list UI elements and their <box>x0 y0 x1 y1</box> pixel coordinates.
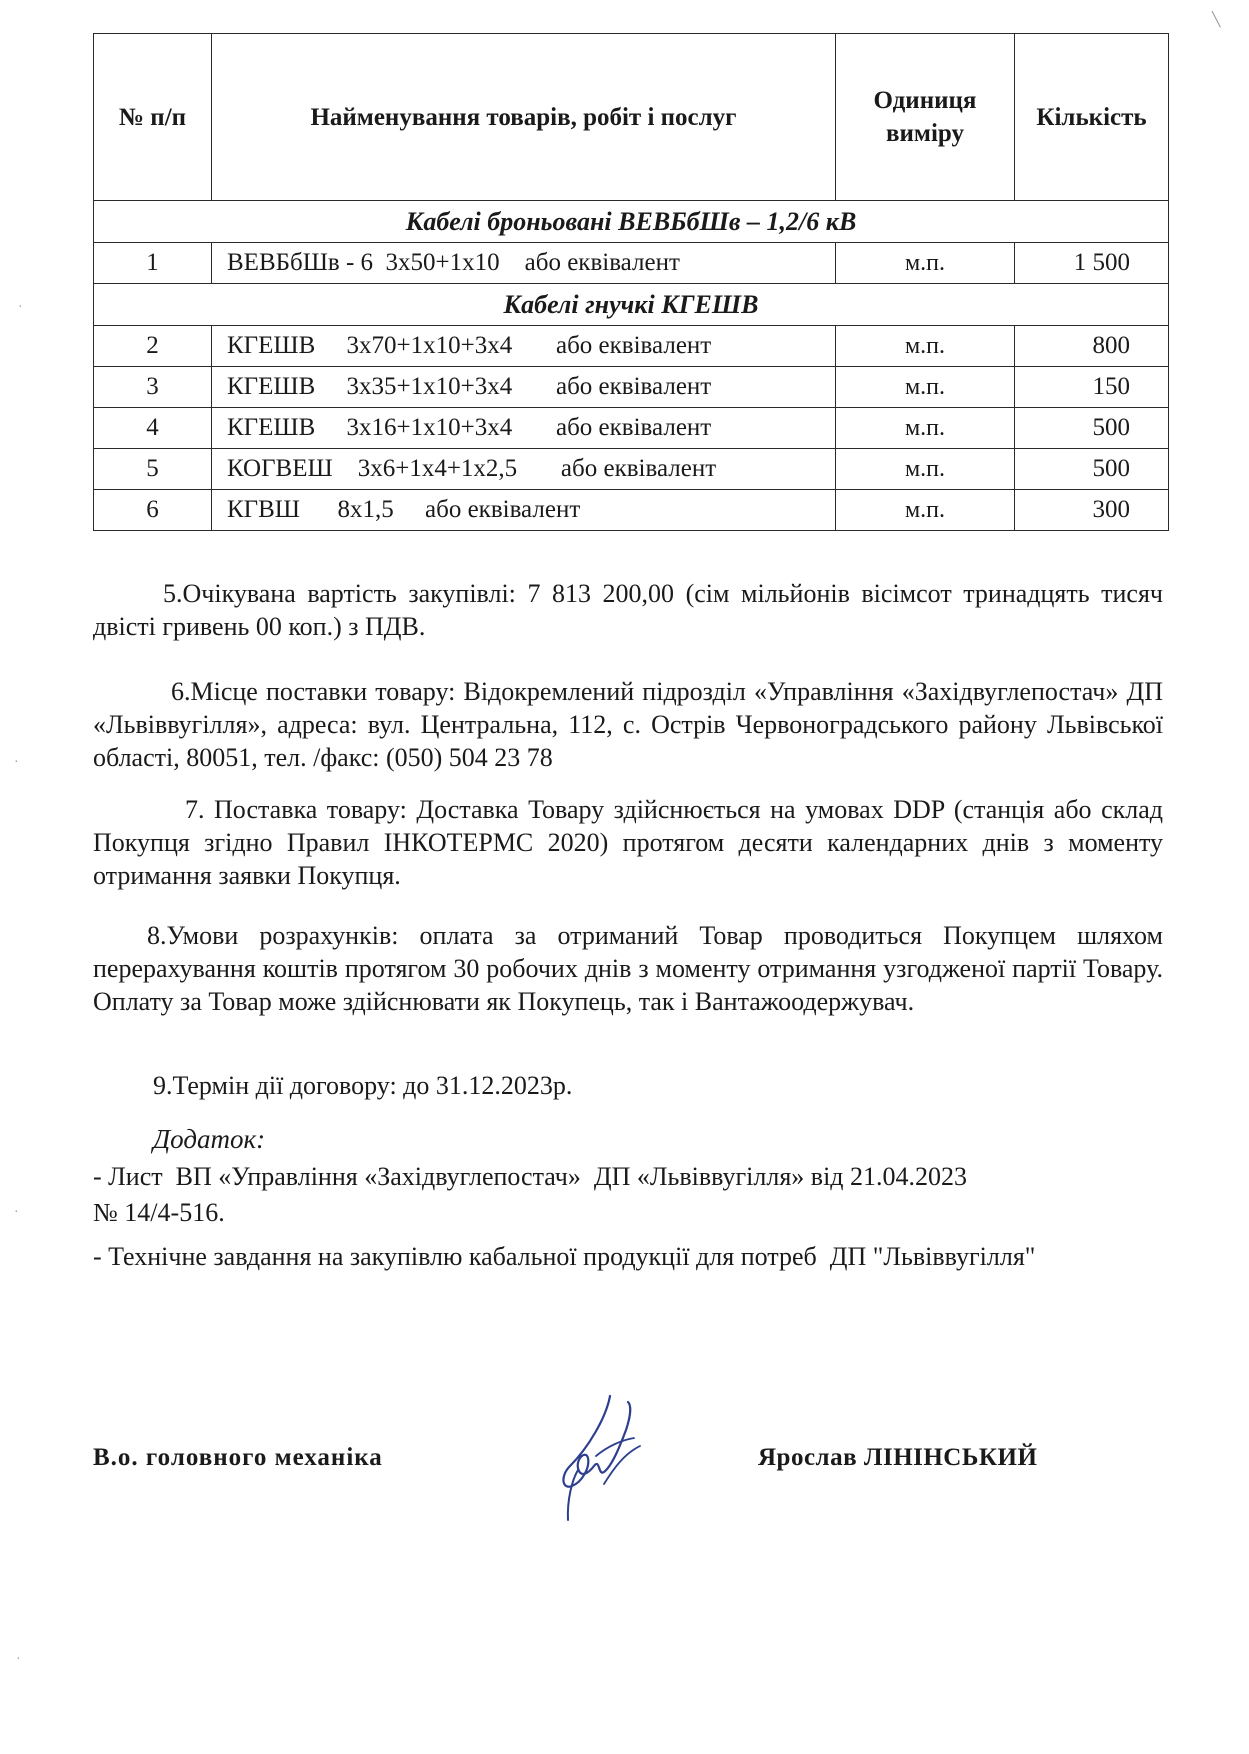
goods-table <box>93 33 1169 531</box>
row-unit: м.п. <box>836 326 1015 367</box>
row-number: 5 <box>94 449 212 490</box>
table-row <box>94 408 1169 449</box>
paragraph-delivery-place: 6.Місце поставки товару: Відокремлений підрозділ «Управління «Західвуглепостач» ДП «Львіввугілля», адреса: вул. Центральна, 112, с. Острів Червоноградського району Львівської області, 80051, тел. /факс: (050) 504 23 78 <box>93 677 1163 772</box>
row-quantity: 150 <box>1015 367 1169 408</box>
row-name: КГВШ 8х1,5 або еквівалент <box>212 490 836 531</box>
row-unit: м.п. <box>836 490 1015 531</box>
scan-mark: · <box>14 755 19 770</box>
row-quantity: 1 500 <box>1015 243 1169 284</box>
scan-mark: · <box>14 1205 19 1220</box>
row-unit: м.п. <box>836 408 1015 449</box>
table-row <box>94 243 1169 284</box>
row-quantity: 800 <box>1015 326 1169 367</box>
row-quantity: 500 <box>1015 449 1169 490</box>
signatory-name: Ярослав ЛІНІНСЬКИЙ <box>758 1444 1038 1471</box>
paragraph-expected-cost: 5.Очікувана вартість закупівлі: 7 813 200,00 (сім мільйонів вісімсот тринадцять тисяч двісті гривень 00 коп.) з ПДВ. <box>93 579 1163 641</box>
row-name: КГЕШВ 3х16+1х10+3х4 або еквівалент <box>212 408 836 449</box>
row-name: КГЕШВ 3х70+1х10+3х4 або еквівалент <box>212 326 836 367</box>
scan-mark: · <box>16 1652 21 1667</box>
row-number: 1 <box>94 243 212 284</box>
paragraph-delivery-terms: 7. Поставка товару: Доставка Товару здійснюється на умовах DDP (станція або склад Покупця згідно Правил ІНКОТЕРМС 2020) протягом десяти календарних днів з моменту отримання заявки Покупця. <box>93 795 1163 890</box>
row-name: КОГВЕШ 3х6+1х4+1х2,5 або еквівалент <box>212 449 836 490</box>
signatory-position: В.о. головного механіка <box>93 1444 383 1471</box>
group-row <box>94 201 1169 243</box>
row-quantity: 300 <box>1015 490 1169 531</box>
handwritten-signature <box>548 1388 668 1528</box>
header-name: Найменування товарів, робіт і послуг <box>212 34 836 201</box>
header-unit <box>836 34 1015 201</box>
header-unit-line1: Одиниця <box>873 87 977 114</box>
table-row <box>94 367 1169 408</box>
row-number: 2 <box>94 326 212 367</box>
header-unit-line2: виміру <box>886 120 964 147</box>
row-unit: м.п. <box>836 243 1015 284</box>
row-quantity: 500 <box>1015 408 1169 449</box>
header-number: № п/п <box>94 34 212 201</box>
row-number: 3 <box>94 367 212 408</box>
scan-mark: ╲ <box>1212 13 1221 28</box>
table-header-row <box>94 34 1169 201</box>
scan-mark: · <box>18 300 23 315</box>
paragraph-contract-term: 9.Термін дії договору: до 31.12.2023р. <box>153 1071 573 1100</box>
row-unit: м.п. <box>836 449 1015 490</box>
row-number: 6 <box>94 490 212 531</box>
attachment-item-spec: - Технічне завдання на закупівлю кабальної продукції для потреб ДП "Львіввугілля" <box>93 1242 1036 1271</box>
row-name: ВЕВБбШв - 6 3х50+1х10 або еквівалент <box>212 243 836 284</box>
group-row <box>94 284 1169 326</box>
paragraph-payment-terms: 8.Умови розрахунків: оплата за отриманий Товар проводиться Покупцем шляхом перерахування коштів протягом 30 робочих днів з моменту отримання узгодженої партії Товару. Оплату за Товар може здійснювати як Покупець, так і Вантажоодержувач. <box>93 921 1163 1016</box>
row-number: 4 <box>94 408 212 449</box>
table-row <box>94 490 1169 531</box>
header-quantity: Кількість <box>1015 34 1169 201</box>
attachment-heading: Додаток: <box>153 1124 266 1154</box>
group-title-armored: Кабелі броньовані ВЕВБбШв – 1,2/6 кВ <box>94 201 1169 243</box>
attachment-item-letter: - Лист ВП «Управління «Західвуглепостач» ДП «Львіввугілля» від 21.04.2023 <box>93 1162 968 1191</box>
row-name: КГЕШВ 3х35+1х10+3х4 або еквівалент <box>212 367 836 408</box>
group-title-flexible: Кабелі гнучкі КГЕШВ <box>94 284 1169 326</box>
table-row <box>94 449 1169 490</box>
row-unit: м.п. <box>836 367 1015 408</box>
attachment-item-letter-number: № 14/4-516. <box>93 1198 225 1227</box>
table-row <box>94 326 1169 367</box>
